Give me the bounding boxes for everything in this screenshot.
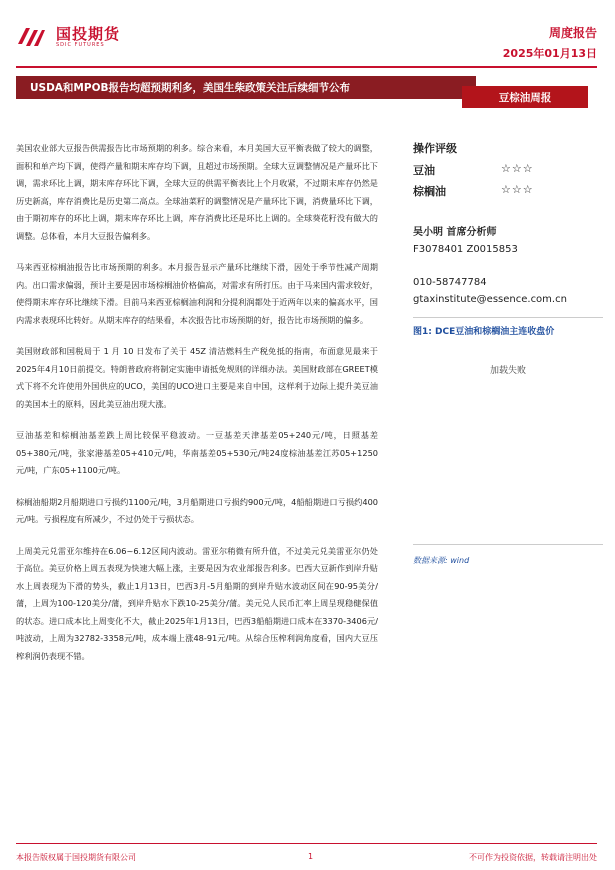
sidebar <box>413 140 603 566</box>
paragraph-us-biofuel-policy: 美国财政部和国税局于 1 月 10 日发布了关于 45Z 清洁燃料生产税免抵的指南，布面意见最来于2025年4月10日前提交。特朗普政府将制定实施申请抵免规则的详细办法。美国财政部在GREET模式下将不允许使用外国供应的UCO，美国的UCO进口主要是来自中国，这样利于边际上提升美豆油的美国本土的原料，因此美豆油出现大涨。 <box>16 346 378 409</box>
figure-source: 数据来源: wind <box>413 556 470 565</box>
header-divider <box>16 66 597 68</box>
footer-copyright: 本报告版权属于国投期货有限公司 <box>16 853 136 862</box>
figure-load-failed-placeholder: 加载失败 <box>489 366 526 376</box>
logo-subtitle: SDIC FUTURES <box>56 42 105 48</box>
analyst-license: F3078401 Z0015853 <box>413 244 518 255</box>
logo-name: 国投期货 <box>56 25 121 43</box>
rating-title: 操作评级 <box>413 142 457 155</box>
rating-row-soyoil <box>413 162 603 178</box>
category-tag <box>462 86 588 108</box>
category-tag-label: 豆棕油周报 <box>498 92 552 104</box>
paragraph-us-soy: 美国农业部大豆报告供需报告比市场预期的利多。综合来看，本月美国大豆平衡表做了较大的调整，面积和单产均下调，使得产量和期末库存均下调，且超过市场预期。全球大豆调整情况是产量环比下调，需求环比上调，期末库存环比下调，全球大豆的供需平衡表比上个月收紧，不过期末库存仍然是历史新高，库存消费比是历史第二高点。全球油菜籽的调整情况是产量环比下调，消费量环比下调，由于期初库存的环比上调，期末库存环比上调，库存消费比还是环比上调的。全球葵花籽没有做大的调整。总体看，本月大豆报告偏利多。 <box>16 143 378 241</box>
rating-row-palm-oil <box>413 183 603 199</box>
report-date: 2025年01月13日 <box>502 47 597 60</box>
figure-title: 图1: DCE豆油和棕榈油主连收盘价 <box>413 327 555 337</box>
company-logo <box>16 22 146 52</box>
page-number: 1 <box>308 852 314 861</box>
analyst-name: 吴小明 首席分析师 <box>413 227 497 238</box>
report-type: 周度报告 <box>548 26 597 40</box>
footer-divider <box>16 843 597 844</box>
paragraph-import-margin: 棕榈油船期2月船期进口亏损约1100元/吨，3月船期进口亏损约900元/吨，4船船期进口亏损约400元/吨。亏损程度有所减少，不过仍处于亏损状态。 <box>16 496 378 524</box>
figure-top-divider <box>413 317 603 318</box>
contact-email[interactable]: gtaxinstitute@essence.com.cn <box>413 294 567 305</box>
report-title: USDA和MPOB报告均超预期利多，美国生柴政策关注后续细节公布 <box>30 82 351 94</box>
paragraph-fx-and-cost: 上周美元兑雷亚尔维持在6.06~6.12区间内波动。雷亚尔稍微有所升值，不过美元兑美雷亚尔仍处于高位。美豆价格上周五表现为快速大幅上涨，主要是因为农业部报告利多。巴西大豆新作到岸升贴水上周表现为下滑的势头，截止1月13日，巴西3月-5月船期的到岸升贴水波动区间在90-95美分/蒲，上周为100-120美分/蒲，到岸升贴水下跌10-25美分/蒲。美元兑人民币汇率上周呈现稳健保值的状态。进口成本比上周变化不大，截止2025年1月13日，巴西3船船期进口成本在3370-3406元/吨波动，上周为32782-3358元/吨，成本端上涨48-91元/吨。从综合压榨利润角度看，国内大豆压榨利润仍表现不错。 <box>16 545 378 661</box>
footer-disclaimer: 不可作为投资依据，转载请注明出处 <box>469 853 597 862</box>
title-banner <box>16 76 596 112</box>
paragraph-malaysia-palm: 马来西亚棕榈油报告比市场预期的利多。本月报告显示产量环比继续下滑，因处于季节性减产周期内。出口需求偏弱，预计主要是因市场棕榈油价格偏高，对需求有所打压。由于马来国内需求较好，使得期末库存环比继续下滑。目前马来西亚棕榈油利润和分提利润都处于近两年以来的偏高水平，国内需求表现环比转好。从期末库存的结果看，本次报告比市场预期的好，报告比市场预期的偏多。 <box>16 262 378 325</box>
rating-label: 棕榈油 <box>413 185 446 198</box>
star-rating-icon: ☆☆☆ <box>501 162 534 175</box>
star-rating-icon: ☆☆☆ <box>501 183 534 196</box>
paragraph-basis: 豆油基差和棕榈油基差跌上周比较保平稳波动。一豆基差天津基差05+240元/吨，日照基差05+380元/吨，张家港基差05+410元/吨，华南基差05+530元/吨24度棕油基差江苏05+1250元/吨，广东05+1100元/吨。 <box>16 430 378 475</box>
sdic-logo-icon <box>16 24 46 50</box>
rating-label: 豆油 <box>413 164 435 177</box>
main-content <box>16 140 378 679</box>
figure-bottom-divider <box>413 544 603 545</box>
contact-phone: 010-58747784 <box>413 277 487 288</box>
